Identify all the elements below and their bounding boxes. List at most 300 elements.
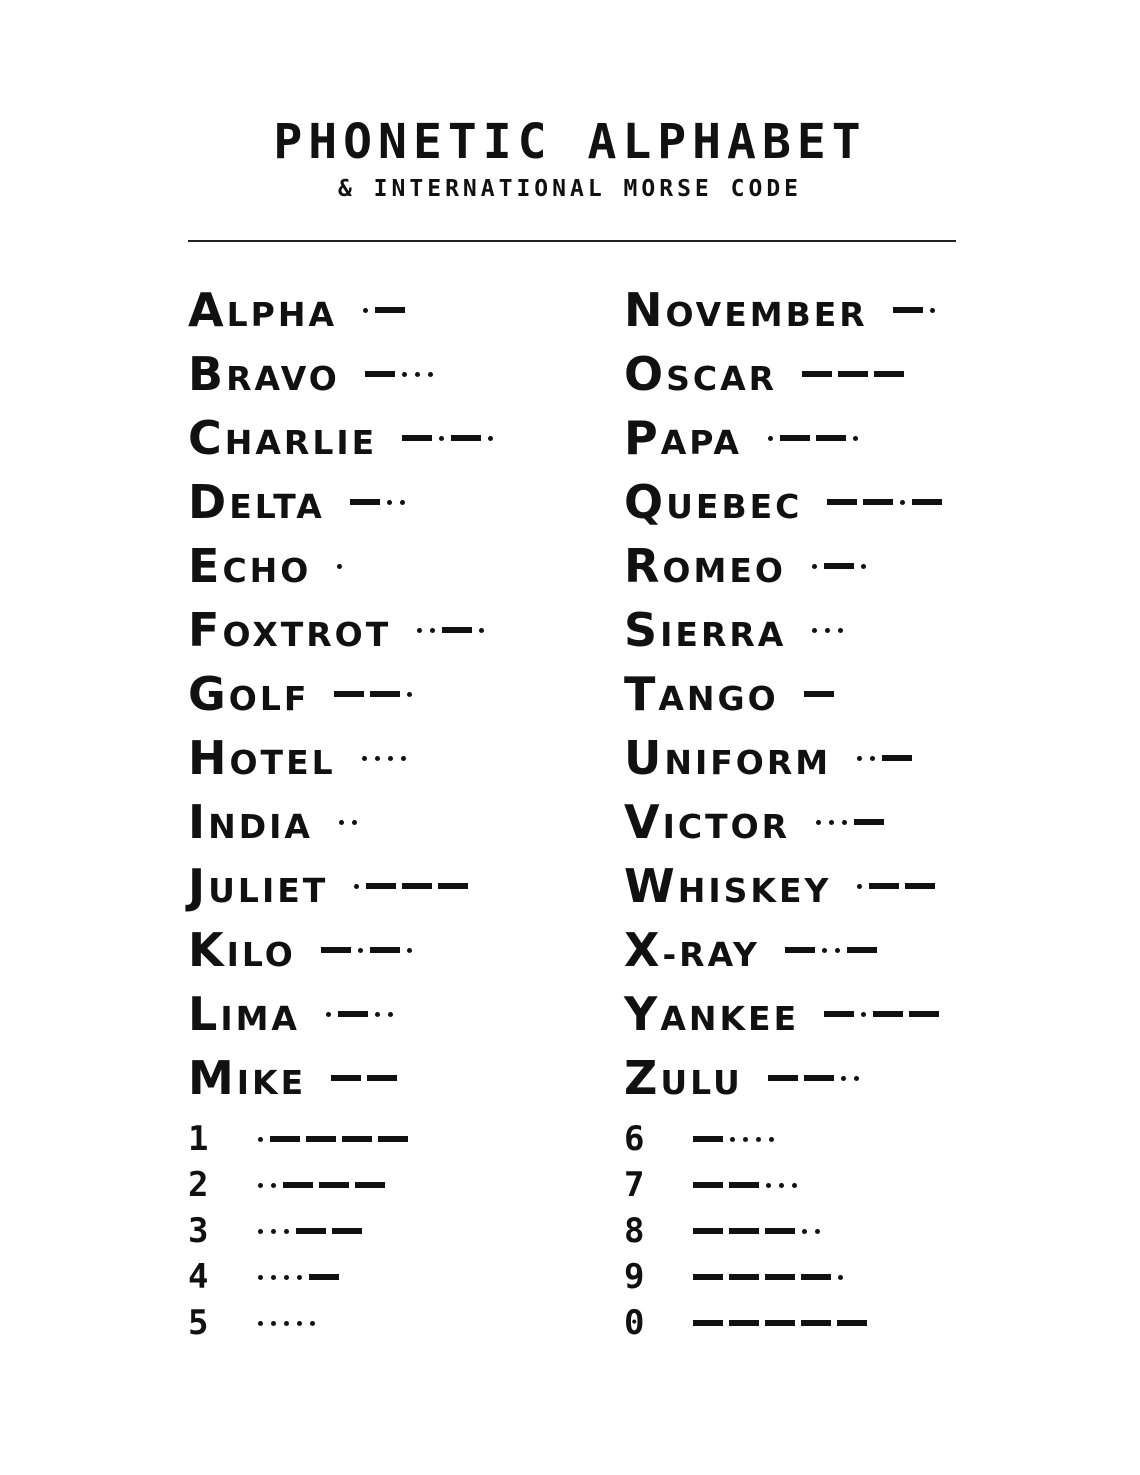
morse-dot: [271, 1183, 276, 1188]
phonetic-word: [624, 411, 742, 465]
phonetic-rest: IKE: [236, 1063, 307, 1102]
phonetic-entry: [188, 782, 497, 849]
page-subtitle: & INTERNATIONAL MORSE CODE: [337, 176, 803, 202]
phonetic-entry: [624, 1038, 945, 1105]
morse-code: [782, 930, 880, 970]
morse-dot: [271, 1229, 276, 1234]
morse-code: [690, 1308, 870, 1338]
morse-dot: [271, 1275, 276, 1280]
morse-code: [350, 866, 471, 906]
morse-code: [254, 1170, 388, 1200]
phonetic-initial: Q: [624, 475, 667, 529]
morse-dash: [283, 1182, 313, 1188]
morse-dot: [841, 1076, 846, 1081]
morse-dot: [407, 948, 412, 953]
number-digit: 9: [624, 1257, 645, 1297]
morse-code: [821, 994, 942, 1034]
phonetic-entry: [624, 910, 945, 977]
morse-dash: [693, 1228, 723, 1234]
morse-dash: [765, 1228, 795, 1234]
morse-dash: [693, 1320, 723, 1326]
phonetic-rest: ICTOR: [662, 807, 791, 846]
phonetic-word: [624, 475, 803, 529]
number-entry: [624, 1208, 870, 1254]
morse-dash: [370, 947, 400, 953]
morse-dash: [873, 1011, 903, 1017]
number-digit: 6: [624, 1119, 645, 1159]
number-entry: [188, 1116, 411, 1162]
phonetic-rest: LPHA: [226, 295, 337, 334]
morse-code: [690, 1262, 847, 1292]
morse-dot: [854, 1076, 859, 1081]
page-title: PHONETIC ALPHABET: [273, 114, 867, 170]
morse-dash: [729, 1274, 759, 1280]
morse-dot: [756, 1137, 761, 1142]
morse-dash: [804, 1075, 834, 1081]
morse-dash: [874, 371, 904, 377]
phonetic-entry: [188, 654, 497, 721]
morse-dash: [824, 1011, 854, 1017]
phonetic-initial: B: [188, 347, 227, 401]
morse-dot: [400, 500, 405, 505]
phonetic-word: [624, 987, 800, 1041]
phonetic-word: [624, 283, 868, 337]
phonetic-word: [188, 475, 325, 529]
phonetic-initial: D: [188, 475, 230, 529]
phonetic-rest: OLF: [228, 679, 310, 718]
number-digit: 3: [188, 1211, 209, 1251]
morse-code: [808, 610, 847, 650]
phonetic-rest: OVEMBER: [665, 295, 868, 334]
morse-dash: [331, 1075, 361, 1081]
morse-dot: [362, 756, 367, 761]
morse-dot: [857, 884, 862, 889]
morse-dot: [271, 1321, 276, 1326]
morse-code: [801, 674, 837, 714]
morse-dot: [297, 1275, 302, 1280]
morse-dot: [842, 820, 847, 825]
morse-code: [333, 546, 346, 586]
morse-dash: [438, 883, 468, 889]
morse-dash: [729, 1320, 759, 1326]
morse-dash: [729, 1182, 759, 1188]
phonetic-entry: [624, 462, 945, 529]
morse-dash: [785, 947, 815, 953]
morse-dot: [857, 756, 862, 761]
morse-dot: [853, 436, 858, 441]
phonetic-rest: ULU: [660, 1063, 743, 1102]
phonetic-initial: W: [624, 859, 678, 913]
morse-dash: [693, 1182, 723, 1188]
phonetic-rest: ELTA: [229, 487, 325, 526]
morse-dot: [930, 308, 935, 313]
morse-dash: [367, 1075, 397, 1081]
morse-dot: [430, 628, 435, 633]
morse-dot: [861, 1012, 866, 1017]
number-digit: 0: [624, 1303, 645, 1343]
phonetic-word: [624, 731, 832, 785]
phonetic-initial: A: [188, 283, 227, 337]
phonetic-word: [188, 795, 313, 849]
phonetic-rest: OTEL: [229, 743, 336, 782]
phonetic-rest: ULIET: [208, 871, 329, 910]
phonetic-entry: [624, 654, 945, 721]
morse-dot: [354, 884, 359, 889]
phonetic-entry: [624, 782, 945, 849]
phonetic-word: [624, 347, 778, 401]
morse-dash: [765, 1320, 795, 1326]
phonetic-initial: F: [188, 603, 223, 657]
phonetic-initial: S: [624, 603, 661, 657]
morse-dot: [375, 1012, 380, 1017]
phonetic-initial: O: [624, 347, 667, 401]
phonetic-entry: [188, 590, 497, 657]
phonetic-rest: HISKEY: [677, 871, 832, 910]
morse-dot: [258, 1321, 263, 1326]
morse-code: [690, 1124, 778, 1154]
morse-dot: [743, 1137, 748, 1142]
morse-dash: [296, 1228, 326, 1234]
phonetic-initial: Z: [624, 1051, 661, 1105]
morse-dash: [801, 1274, 831, 1280]
morse-dot: [439, 436, 444, 441]
morse-dash: [319, 1182, 349, 1188]
number-digit: 5: [188, 1303, 209, 1343]
phonetic-rest: ANGO: [658, 679, 779, 718]
numbers-right-column: [624, 1116, 870, 1346]
phonetic-initial: Y: [624, 987, 661, 1041]
phonetic-rest: OMEO: [662, 551, 786, 590]
morse-dot: [812, 564, 817, 569]
morse-code: [765, 1058, 863, 1098]
morse-dash: [402, 435, 432, 441]
morse-dash: [693, 1274, 723, 1280]
phonetic-entry: [624, 590, 945, 657]
morse-dot: [730, 1137, 735, 1142]
phonetic-word: [188, 859, 329, 913]
phonetic-entry: [188, 334, 497, 401]
morse-dash: [847, 947, 877, 953]
phonetic-rest: APA: [660, 423, 742, 462]
phonetic-entry: [188, 974, 497, 1041]
phonetic-word: [188, 731, 336, 785]
phonetic-word: [624, 795, 791, 849]
morse-code: [358, 738, 410, 778]
phonetic-initial: K: [188, 923, 227, 977]
morse-code: [254, 1216, 365, 1246]
phonetic-word: [624, 667, 779, 721]
morse-dash: [802, 371, 832, 377]
morse-dot: [284, 1229, 289, 1234]
morse-dot: [870, 756, 875, 761]
morse-dash: [306, 1136, 336, 1142]
morse-dot: [297, 1321, 302, 1326]
morse-dot: [766, 1183, 771, 1188]
morse-code: [359, 290, 408, 330]
morse-dash: [854, 819, 884, 825]
phonetic-word: [624, 603, 787, 657]
morse-code: [853, 738, 915, 778]
phonetic-initial: I: [188, 795, 209, 849]
morse-dot: [352, 820, 357, 825]
phonetic-entry: [624, 526, 945, 593]
morse-dot: [310, 1321, 315, 1326]
morse-dot: [769, 1137, 774, 1142]
morse-code: [812, 802, 887, 842]
phonetic-initial: M: [188, 1051, 237, 1105]
phonetic-entry: [188, 910, 497, 977]
phonetic-entry: [188, 270, 497, 337]
morse-dot: [337, 564, 342, 569]
morse-dot: [388, 1012, 393, 1017]
number-entry: [188, 1254, 411, 1300]
phonetic-initial: H: [188, 731, 230, 785]
morse-dash: [442, 627, 472, 633]
phonetic-initial: N: [624, 283, 666, 337]
morse-code: [254, 1124, 411, 1154]
morse-dash: [309, 1274, 339, 1280]
morse-dot: [258, 1137, 263, 1142]
phonetic-initial: P: [624, 411, 661, 465]
phonetic-entry: [624, 974, 945, 1041]
morse-dot: [284, 1321, 289, 1326]
numbers-left-column: [188, 1116, 411, 1346]
morse-dot: [258, 1183, 263, 1188]
morse-dash: [765, 1274, 795, 1280]
morse-dash: [355, 1182, 385, 1188]
morse-dash: [729, 1228, 759, 1234]
morse-dot: [388, 756, 393, 761]
number-digit: 4: [188, 1257, 209, 1297]
morse-dash: [402, 883, 432, 889]
phonetic-entry: [188, 398, 497, 465]
letters-right-column: [624, 270, 945, 1105]
morse-dash: [365, 371, 395, 377]
phonetic-entry: [624, 270, 945, 337]
morse-dot: [363, 308, 368, 313]
morse-dot: [326, 1012, 331, 1017]
phonetic-rest: UEBEC: [666, 487, 803, 526]
number-entry: [188, 1300, 411, 1346]
morse-dash: [366, 883, 396, 889]
phonetic-entry: [188, 1038, 497, 1105]
morse-dot: [838, 628, 843, 633]
phonetic-word: [188, 923, 296, 977]
number-digit: 7: [624, 1165, 645, 1205]
morse-dash: [838, 371, 868, 377]
morse-dash: [905, 883, 935, 889]
morse-code: [824, 482, 945, 522]
header: [0, 114, 1140, 202]
morse-dot: [861, 564, 866, 569]
morse-dot: [838, 1275, 843, 1280]
morse-code: [890, 290, 939, 330]
morse-dash: [451, 435, 481, 441]
morse-dash: [882, 755, 912, 761]
phonetic-entry: [624, 718, 945, 785]
morse-dash: [334, 691, 364, 697]
morse-code: [764, 418, 862, 458]
phonetic-initial: X: [624, 923, 663, 977]
phonetic-rest: ANKEE: [660, 999, 800, 1038]
phonetic-rest: ILO: [226, 935, 296, 974]
morse-code: [399, 418, 497, 458]
phonetic-rest: -RAY: [662, 935, 760, 974]
morse-dot: [375, 756, 380, 761]
morse-dot: [284, 1275, 289, 1280]
morse-dot: [835, 948, 840, 953]
phonetic-word: [188, 987, 300, 1041]
morse-code: [853, 866, 938, 906]
morse-code: [254, 1262, 342, 1292]
number-digit: 1: [188, 1119, 209, 1159]
morse-dash: [378, 1136, 408, 1142]
morse-dash: [912, 499, 942, 505]
morse-dot: [407, 692, 412, 697]
morse-code: [335, 802, 361, 842]
number-entry: [624, 1162, 870, 1208]
morse-dot: [258, 1275, 263, 1280]
morse-code: [331, 674, 416, 714]
morse-code: [690, 1170, 801, 1200]
morse-dash: [375, 307, 405, 313]
number-entry: [624, 1254, 870, 1300]
morse-dot: [339, 820, 344, 825]
number-digit: 8: [624, 1211, 645, 1251]
morse-dash: [824, 563, 854, 569]
phonetic-entry: [188, 846, 497, 913]
phonetic-initial: T: [624, 667, 659, 721]
phonetic-word: [624, 1051, 743, 1105]
phonetic-initial: V: [624, 795, 663, 849]
phonetic-initial: L: [188, 987, 221, 1041]
morse-dot: [387, 500, 392, 505]
morse-code: [413, 610, 488, 650]
morse-dot: [768, 436, 773, 441]
phonetic-rest: HARLIE: [224, 423, 378, 462]
phonetic-initial: C: [188, 411, 225, 465]
morse-code: [254, 1308, 319, 1338]
phonetic-entry: [188, 718, 497, 785]
phonetic-rest: NDIA: [208, 807, 313, 846]
morse-dot: [417, 628, 422, 633]
morse-dot: [815, 1229, 820, 1234]
phonetic-rest: NIFORM: [664, 743, 832, 782]
morse-dot: [358, 948, 363, 953]
number-digit: 2: [188, 1165, 209, 1205]
morse-dot: [900, 500, 905, 505]
morse-dash: [804, 691, 834, 697]
morse-dot: [479, 628, 484, 633]
morse-code: [318, 930, 416, 970]
morse-dot: [812, 628, 817, 633]
morse-dot: [816, 820, 821, 825]
number-entry: [624, 1300, 870, 1346]
morse-dash: [869, 883, 899, 889]
number-entry: [188, 1208, 411, 1254]
morse-code: [362, 354, 437, 394]
morse-dot: [825, 628, 830, 633]
phonetic-word: [624, 859, 832, 913]
morse-dot: [829, 820, 834, 825]
morse-dash: [827, 499, 857, 505]
phonetic-word: [188, 667, 310, 721]
phonetic-rest: SCAR: [666, 359, 778, 398]
phonetic-entry: [188, 526, 497, 593]
phonetic-initial: J: [188, 859, 209, 913]
morse-dash: [350, 499, 380, 505]
morse-dash: [321, 947, 351, 953]
phonetic-rest: CHO: [222, 551, 312, 590]
phonetic-word: [188, 539, 312, 593]
phonetic-entry: [624, 398, 945, 465]
morse-dash: [816, 435, 846, 441]
phonetic-word: [624, 539, 786, 593]
morse-dash: [780, 435, 810, 441]
morse-dot: [779, 1183, 784, 1188]
morse-dot: [488, 436, 493, 441]
phonetic-initial: U: [624, 731, 665, 785]
morse-code: [690, 1216, 824, 1246]
morse-dot: [401, 756, 406, 761]
phonetic-word: [188, 283, 337, 337]
morse-dash: [863, 499, 893, 505]
morse-dot: [792, 1183, 797, 1188]
morse-dash: [338, 1011, 368, 1017]
morse-dash: [332, 1228, 362, 1234]
phonetic-rest: OXTROT: [222, 615, 392, 654]
morse-dash: [909, 1011, 939, 1017]
morse-code: [799, 354, 907, 394]
morse-dot: [428, 372, 433, 377]
letters-left-column: [188, 270, 497, 1105]
phonetic-rest: IERRA: [660, 615, 787, 654]
morse-code: [328, 1058, 400, 1098]
phonetic-word: [624, 923, 760, 977]
morse-dash: [693, 1136, 723, 1142]
morse-code: [808, 546, 870, 586]
phonetic-initial: R: [624, 539, 663, 593]
morse-dot: [258, 1229, 263, 1234]
phonetic-word: [188, 411, 378, 465]
phonetic-initial: G: [188, 667, 229, 721]
phonetic-word: [188, 1051, 307, 1105]
phonetic-initial: E: [188, 539, 223, 593]
morse-dot: [802, 1229, 807, 1234]
morse-dot: [402, 372, 407, 377]
morse-dash: [893, 307, 923, 313]
morse-dash: [768, 1075, 798, 1081]
phonetic-rest: IMA: [220, 999, 300, 1038]
phonetic-entry: [188, 462, 497, 529]
divider: [188, 240, 956, 242]
morse-code: [322, 994, 397, 1034]
phonetic-word: [188, 603, 392, 657]
phonetic-entry: [624, 334, 945, 401]
phonetic-rest: RAVO: [226, 359, 340, 398]
number-entry: [624, 1116, 870, 1162]
morse-dash: [370, 691, 400, 697]
morse-dot: [415, 372, 420, 377]
morse-code: [347, 482, 409, 522]
phonetic-entry: [624, 846, 945, 913]
morse-dash: [270, 1136, 300, 1142]
number-entry: [188, 1162, 411, 1208]
morse-dash: [801, 1320, 831, 1326]
morse-dash: [837, 1320, 867, 1326]
phonetic-word: [188, 347, 340, 401]
morse-dot: [822, 948, 827, 953]
